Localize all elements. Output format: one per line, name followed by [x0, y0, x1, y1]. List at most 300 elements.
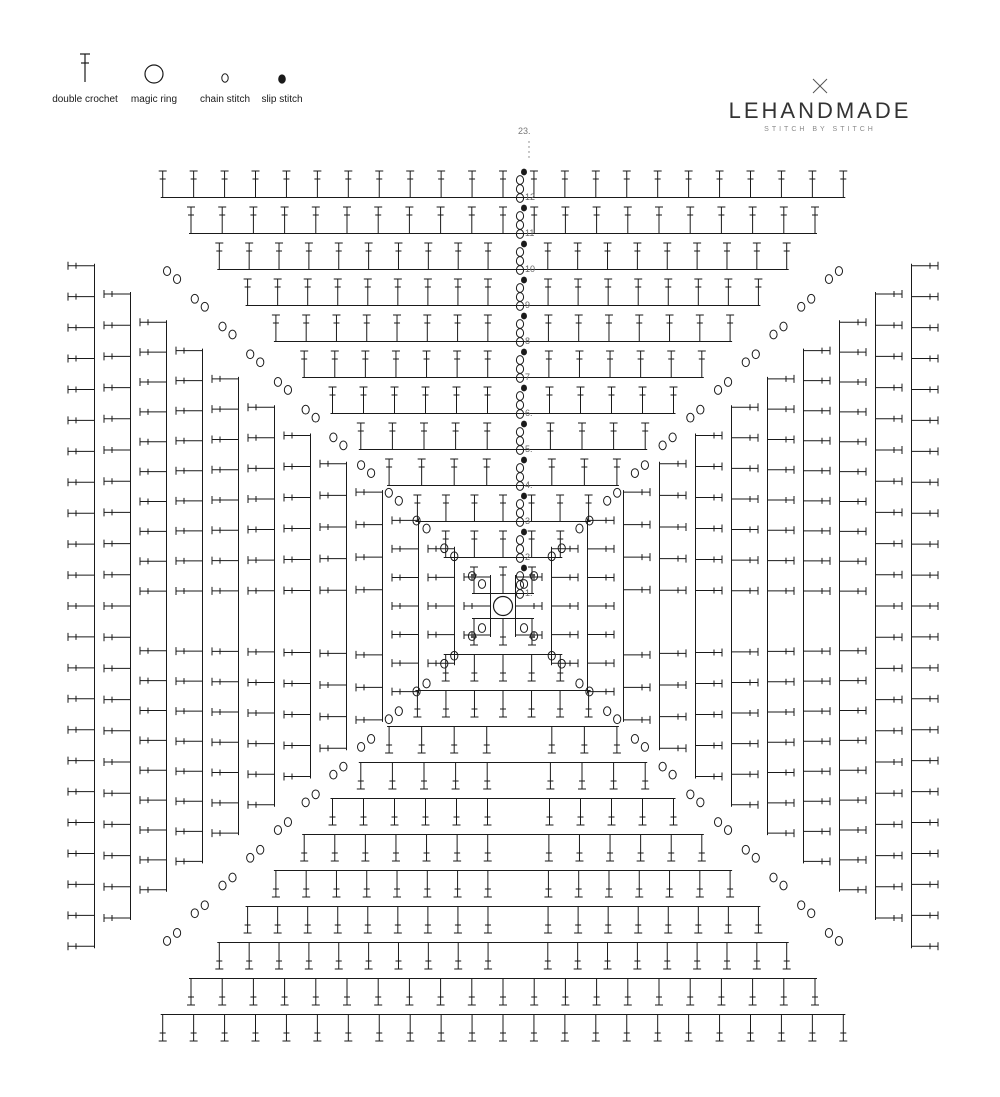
double-crochet-symbol [768, 557, 794, 565]
double-crochet-symbol [666, 871, 674, 897]
double-crochet-symbol [876, 571, 902, 579]
double-crochet-symbol [212, 496, 238, 504]
double-crochet-symbol [406, 171, 414, 197]
double-crochet-symbol [212, 405, 238, 413]
corner-chain-space [312, 790, 319, 799]
double-crochet-symbol [768, 587, 794, 595]
double-crochet-symbol [423, 835, 431, 861]
double-crochet-symbol [912, 355, 938, 363]
double-crochet-symbol [364, 907, 372, 933]
double-crochet-symbol [385, 727, 393, 753]
double-crochet-symbol [696, 649, 722, 657]
double-crochet-symbol [804, 797, 830, 805]
double-crochet-symbol [437, 1015, 445, 1041]
double-crochet-symbol [284, 711, 310, 719]
double-crochet-symbol [320, 681, 346, 689]
double-crochet-symbol [912, 416, 938, 424]
double-crochet-symbol [610, 423, 618, 449]
double-crochet-symbol [624, 651, 650, 659]
double-crochet-symbol [356, 521, 382, 529]
double-crochet-symbol [876, 415, 902, 423]
double-crochet-symbol [840, 348, 866, 356]
double-crochet-symbol [212, 799, 238, 807]
double-crochet-symbol [840, 557, 866, 565]
double-crochet-symbol [313, 171, 321, 197]
double-crochet-symbol [104, 789, 130, 797]
double-crochet-symbol [575, 315, 583, 341]
double-crochet-symbol [424, 907, 432, 933]
double-crochet-symbol [912, 880, 938, 888]
double-crochet-symbol [876, 352, 902, 360]
corner-chain-space [368, 469, 375, 478]
double-crochet-symbol [215, 243, 223, 269]
double-crochet-symbol [696, 525, 722, 533]
double-crochet-symbol [912, 726, 938, 734]
corner-chain-space [368, 735, 375, 744]
round-number-label: 8 [525, 336, 531, 346]
double-crochet-symbol [284, 432, 310, 440]
double-crochet-symbol [696, 463, 722, 471]
double-crochet-symbol [588, 545, 614, 553]
corner-chain-space [219, 322, 226, 331]
double-crochet-symbol [804, 377, 830, 385]
double-crochet-symbol [356, 488, 382, 496]
double-crochet-symbol [483, 423, 491, 449]
corner-chain-space [274, 378, 281, 387]
double-crochet-symbol [320, 586, 346, 594]
double-crochet-symbol [634, 279, 642, 305]
double-crochet-symbol [686, 207, 694, 233]
chain-stitch-symbol [516, 293, 523, 302]
double-crochet-symbol [468, 1015, 476, 1041]
double-crochet-symbol [212, 587, 238, 595]
double-crochet-symbol [332, 315, 340, 341]
corner-chain-space [247, 350, 254, 359]
double-crochet-symbol [840, 766, 866, 774]
double-crochet-symbol [811, 207, 819, 233]
double-crochet-symbol [363, 871, 371, 897]
double-crochet-symbol [454, 315, 462, 341]
double-crochet-symbol [528, 691, 536, 717]
double-crochet-symbol [574, 243, 582, 269]
slip-stitch-symbol [521, 241, 527, 248]
slip-stitch-symbol [521, 421, 527, 428]
double-crochet-symbol [548, 727, 556, 753]
double-crochet-symbol [556, 691, 564, 717]
double-crochet-symbol [212, 738, 238, 746]
double-crochet-symbol [606, 351, 614, 377]
double-crochet-symbol [499, 531, 507, 557]
double-crochet-symbol [391, 387, 399, 413]
double-crochet-symbol [696, 494, 722, 502]
double-crochet-symbol [696, 556, 722, 564]
slip-stitch-symbol [521, 385, 527, 392]
double-crochet-symbol [588, 631, 614, 639]
double-crochet-symbol [654, 171, 662, 197]
double-crochet-symbol [464, 573, 490, 581]
chain-stitch-symbol [516, 356, 523, 365]
double-crochet-symbol [840, 438, 866, 446]
double-crochet-symbol [454, 279, 462, 305]
corner-chain-space [576, 524, 583, 533]
chain-stitch-symbol [516, 473, 523, 482]
round-number-label: 12 [525, 192, 536, 202]
corner-chain-space [163, 937, 170, 946]
double-crochet-symbol [176, 377, 202, 385]
double-crochet-symbol [176, 827, 202, 835]
double-crochet-symbol [104, 664, 130, 672]
double-crochet-symbol [723, 943, 731, 969]
double-crochet-symbol [693, 243, 701, 269]
double-crochet-symbol [248, 648, 274, 656]
double-crochet-symbol [840, 736, 866, 744]
corner-chain-space [614, 488, 621, 497]
double-crochet-symbol [840, 497, 866, 505]
double-crochet-symbol [768, 829, 794, 837]
double-crochet-symbol [804, 827, 830, 835]
double-crochet-symbol [140, 468, 166, 476]
corner-chain-space [385, 488, 392, 497]
double-crochet-symbol [405, 979, 413, 1005]
double-crochet-symbol [876, 290, 902, 298]
double-crochet-symbol [912, 447, 938, 455]
double-crochet-symbol [804, 347, 830, 355]
double-crochet-symbol [140, 378, 166, 386]
double-crochet-symbol [281, 979, 289, 1005]
double-crochet-symbol [68, 602, 94, 610]
round-number-label: 1. [525, 588, 533, 598]
corner-chain-space [604, 496, 611, 505]
double-crochet-symbol [663, 943, 671, 969]
magic-ring-symbol [494, 597, 513, 616]
double-crochet-symbol [343, 207, 351, 233]
double-crochet-symbol [605, 871, 613, 897]
double-crochet-symbol [483, 727, 491, 753]
double-crochet-symbol [244, 279, 252, 305]
double-crochet-symbol [577, 387, 585, 413]
double-crochet-symbol [282, 171, 290, 197]
double-crochet-symbol [624, 488, 650, 496]
corner-chain-space [395, 707, 402, 716]
double-crochet-symbol [394, 279, 402, 305]
double-crochet-symbol [753, 243, 761, 269]
double-crochet-symbol [768, 708, 794, 716]
double-crochet-symbol [437, 979, 445, 1005]
double-crochet-symbol [212, 466, 238, 474]
double-crochet-symbol [418, 459, 426, 485]
double-crochet-symbol [876, 664, 902, 672]
double-crochet-symbol [68, 478, 94, 486]
double-crochet-symbol [274, 907, 282, 933]
corner-chain-space [641, 743, 648, 752]
round-number-label: 10 [525, 264, 536, 274]
double-crochet-symbol [300, 835, 308, 861]
slip-stitch-symbol [521, 565, 527, 572]
double-crochet-symbol [454, 943, 462, 969]
corner-chain-space [825, 929, 832, 938]
double-crochet-symbol [484, 387, 492, 413]
corner-chain-space [257, 358, 264, 367]
double-crochet-symbol [361, 351, 369, 377]
double-crochet-symbol [470, 691, 478, 717]
legend-label-magic-ring: magic ring [130, 94, 178, 105]
double-crochet-symbol [912, 664, 938, 672]
double-crochet-symbol [375, 171, 383, 197]
corner-chain-space [284, 818, 291, 827]
corner-chain-space [201, 901, 208, 910]
corner-chain-space [780, 881, 787, 890]
corner-chain-space [714, 818, 721, 827]
double-crochet-symbol [804, 677, 830, 685]
double-crochet-symbol [592, 171, 600, 197]
slip-stitch-symbol [521, 277, 527, 284]
double-crochet-symbol [454, 243, 462, 269]
double-crochet-symbol [104, 602, 130, 610]
legend-label-double-crochet: double crochet [52, 94, 118, 105]
double-crochet-symbol [876, 758, 902, 766]
corner-chain-space [201, 302, 208, 311]
double-crochet-symbol [840, 647, 866, 655]
double-crochet-symbol [552, 602, 578, 610]
chain-stitch-symbol [516, 509, 523, 518]
double-crochet-symbol [624, 586, 650, 594]
double-crochet-symbol [302, 315, 310, 341]
double-crochet-symbol [696, 773, 722, 781]
double-crochet-symbol [68, 416, 94, 424]
double-crochet-symbol [300, 351, 308, 377]
corner-chain-space [697, 798, 704, 807]
double-crochet-symbol [608, 387, 616, 413]
double-crochet-symbol [876, 540, 902, 548]
double-crochet-symbol [804, 437, 830, 445]
slip-stitch-symbol [521, 169, 527, 176]
double-crochet-symbol [876, 321, 902, 329]
double-crochet-symbol [452, 423, 460, 449]
double-crochet-symbol [732, 801, 758, 809]
corner-chain-space [659, 762, 666, 771]
corner-chain-space [173, 275, 180, 284]
double-crochet-symbol [331, 835, 339, 861]
double-crochet-symbol [693, 943, 701, 969]
double-crochet-symbol [453, 799, 461, 825]
double-crochet-symbol [780, 979, 788, 1005]
double-crochet-symbol [783, 243, 791, 269]
round-number-label: 3 [525, 516, 531, 526]
double-crochet-symbol [768, 799, 794, 807]
double-crochet-symbol [610, 763, 618, 789]
double-crochet-symbol [393, 871, 401, 897]
double-crochet-symbol [428, 602, 454, 610]
double-crochet-symbol [248, 495, 274, 503]
double-crochet-symbol [104, 290, 130, 298]
corner-chain-space [742, 358, 749, 367]
double-crochet-symbol [544, 315, 552, 341]
double-crochet-symbol [768, 405, 794, 413]
double-crochet-symbol [624, 553, 650, 561]
double-crochet-symbol [68, 262, 94, 270]
double-crochet-symbol [452, 763, 460, 789]
double-crochet-symbol [840, 826, 866, 834]
double-crochet-symbol [406, 1015, 414, 1041]
corner-chain-space [358, 743, 365, 752]
corner-chain-space [641, 461, 648, 470]
double-crochet-symbol [394, 243, 402, 269]
corner-chain-space [257, 845, 264, 854]
double-crochet-symbol [484, 835, 492, 861]
double-crochet-symbol [248, 770, 274, 778]
double-crochet-symbol [470, 655, 478, 681]
round-number-label: 9 [525, 300, 531, 310]
chain-stitch-symbol [516, 392, 523, 401]
double-crochet-symbol [363, 315, 371, 341]
double-crochet-symbol [424, 279, 432, 305]
corner-chain-space [724, 378, 731, 387]
corner-chain-space [340, 441, 347, 450]
double-crochet-symbol [453, 351, 461, 377]
double-crochet-symbol [552, 573, 578, 581]
double-crochet-symbol [320, 460, 346, 468]
double-crochet-symbol [248, 709, 274, 717]
corner-chain-space [191, 909, 198, 918]
double-crochet-symbol [212, 375, 238, 383]
double-crochet-symbol [104, 883, 130, 891]
double-crochet-symbol [284, 525, 310, 533]
chain-stitch-symbol [516, 185, 523, 194]
double-crochet-symbol [530, 979, 538, 1005]
double-crochet-symbol [724, 279, 732, 305]
double-crochet-symbol [696, 871, 704, 897]
corner-chain-space [312, 413, 319, 422]
double-crochet-symbol [546, 387, 554, 413]
double-crochet-symbol [777, 1015, 785, 1041]
double-crochet-symbol [588, 573, 614, 581]
double-crochet-symbol [804, 857, 830, 865]
double-crochet-symbol [140, 408, 166, 416]
double-crochet-symbol [783, 943, 791, 969]
double-crochet-symbol [604, 943, 612, 969]
corner-chain-space [697, 405, 704, 414]
double-crochet-symbol [552, 631, 578, 639]
double-crochet-symbol [392, 573, 418, 581]
double-crochet-symbol [768, 466, 794, 474]
double-crochet-symbol [405, 207, 413, 233]
double-crochet-symbol [746, 1015, 754, 1041]
double-crochet-symbol [580, 727, 588, 753]
double-crochet-symbol [912, 757, 938, 765]
double-crochet-symbol [624, 683, 650, 691]
double-crochet-symbol [732, 587, 758, 595]
double-crochet-symbol [450, 459, 458, 485]
double-crochet-symbol [140, 587, 166, 595]
corner-chain-space [284, 386, 291, 395]
double-crochet-symbol [221, 1015, 229, 1041]
double-crochet-symbol [499, 171, 507, 197]
double-crochet-symbol [749, 979, 757, 1005]
double-crochet-symbol [876, 789, 902, 797]
double-crochet-symbol [804, 647, 830, 655]
double-crochet-symbol [423, 351, 431, 377]
double-crochet-symbol [623, 1015, 631, 1041]
corner-chain-space [247, 853, 254, 862]
double-crochet-symbol [104, 758, 130, 766]
double-crochet-symbol [804, 557, 830, 565]
double-crochet-symbol [717, 207, 725, 233]
slip-stitch-symbol [521, 349, 527, 356]
double-crochet-symbol [606, 835, 614, 861]
double-crochet-symbol [484, 279, 492, 305]
double-crochet-symbol [768, 678, 794, 686]
double-crochet-symbol [696, 315, 704, 341]
corner-chain-space [614, 715, 621, 724]
corner-chain-space [520, 624, 527, 633]
chain-stitch-symbol [516, 329, 523, 338]
double-crochet-symbol [212, 526, 238, 534]
double-crochet-symbol [592, 1015, 600, 1041]
double-crochet-symbol [912, 911, 938, 919]
double-crochet-symbol [912, 849, 938, 857]
double-crochet-symbol [876, 384, 902, 392]
double-crochet-symbol [578, 423, 586, 449]
corner-chain-space [752, 350, 759, 359]
double-crochet-symbol [393, 315, 401, 341]
slip-stitch-symbol [521, 529, 527, 536]
double-crochet-symbol [575, 835, 583, 861]
double-crochet-symbol [777, 171, 785, 197]
double-crochet-symbol [140, 647, 166, 655]
double-crochet-symbol [282, 1015, 290, 1041]
chain-stitch-symbol [516, 221, 523, 230]
double-crochet-symbol [723, 243, 731, 269]
double-crochet-symbol [284, 680, 310, 688]
double-crochet-symbol [732, 648, 758, 656]
double-crochet-symbol [423, 871, 431, 897]
round-number-label: 11 [525, 228, 535, 238]
double-crochet-symbol [212, 435, 238, 443]
corner-chain-space [604, 707, 611, 716]
chain-stitch-symbol [516, 581, 523, 590]
double-crochet-symbol [140, 796, 166, 804]
double-crochet-symbol [696, 432, 722, 440]
double-crochet-symbol [623, 171, 631, 197]
double-crochet-symbol [912, 788, 938, 796]
double-crochet-symbol [304, 279, 312, 305]
double-crochet-symbol [68, 880, 94, 888]
double-crochet-symbol [215, 943, 223, 969]
round-labels [518, 126, 535, 598]
double-crochet-symbol [334, 279, 342, 305]
double-crochet-symbol [104, 415, 130, 423]
double-crochet-symbol [528, 655, 536, 681]
double-crochet-symbol [483, 763, 491, 789]
corner-chain-space [835, 267, 842, 276]
double-crochet-symbol [912, 571, 938, 579]
double-crochet-symbol [159, 171, 167, 197]
double-crochet-symbol [385, 459, 393, 485]
double-crochet-symbol [768, 496, 794, 504]
double-crochet-symbol [68, 293, 94, 301]
corner-chain-space [163, 267, 170, 276]
double-crochet-symbol [470, 531, 478, 557]
double-crochet-symbol [187, 207, 195, 233]
corner-chain-space [395, 496, 402, 505]
corner-chain-space [576, 679, 583, 688]
double-crochet-symbol [780, 207, 788, 233]
double-crochet-symbol [746, 171, 754, 197]
double-crochet-symbol [613, 727, 621, 753]
double-crochet-symbol [716, 1015, 724, 1041]
double-crochet-symbol [633, 243, 641, 269]
double-crochet-symbol [428, 631, 454, 639]
